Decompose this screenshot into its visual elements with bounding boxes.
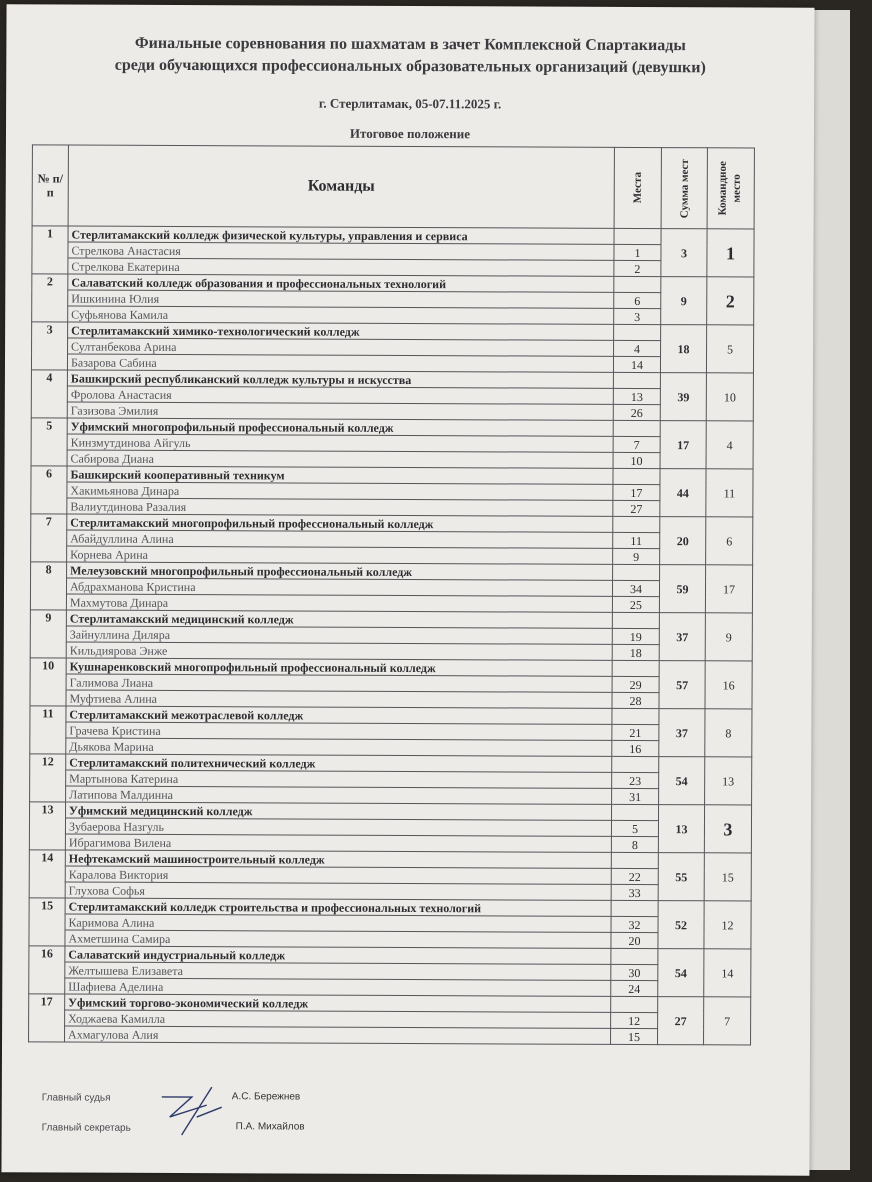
- team-place-empty: [613, 468, 660, 484]
- team-sum: 13: [658, 805, 704, 853]
- team-number: 8: [30, 562, 66, 610]
- team-rank: 5: [706, 325, 753, 373]
- team-place-empty: [614, 324, 661, 340]
- player-place: 31: [612, 788, 659, 804]
- player-place: 13: [613, 388, 660, 404]
- player-place: 12: [611, 1012, 658, 1028]
- team-sum: 3: [661, 229, 707, 277]
- player-place: 22: [611, 868, 658, 884]
- player-name: Махмутова Динара: [66, 594, 612, 612]
- secretary-label: Главный секретарь: [41, 1122, 131, 1134]
- player-place: 29: [612, 676, 659, 692]
- team-number: 15: [29, 898, 65, 946]
- player-name: Стрелкова Анастасия: [68, 242, 614, 260]
- team-rank: 6: [706, 517, 753, 565]
- player-place: 5: [611, 820, 658, 836]
- team-place-empty: [614, 228, 661, 244]
- player-name: Глухова Софья: [65, 882, 611, 900]
- team-sum: 54: [658, 949, 704, 997]
- team-name: Салаватский индустриальный колледж: [65, 946, 611, 964]
- document-page: [1, 4, 814, 1176]
- table-body: [29, 226, 755, 1045]
- team-place-empty: [614, 276, 661, 292]
- team-place-empty: [613, 516, 660, 532]
- player-place: 11: [613, 532, 660, 548]
- player-place: 15: [611, 1028, 658, 1044]
- player-name: Корнева Арина: [67, 546, 613, 564]
- player-name: Ахмагулова Алия: [65, 1026, 611, 1044]
- team-number: 2: [32, 274, 68, 322]
- team-name: Стерлитамакский колледж физической культуры, управления и сервиса: [68, 226, 614, 244]
- player-name: Сабирова Диана: [67, 450, 613, 468]
- team-number: 12: [30, 754, 66, 802]
- team-sum: 37: [659, 709, 705, 757]
- player-place: 8: [611, 836, 658, 852]
- team-number: 3: [31, 322, 67, 370]
- team-rank: 16: [705, 661, 752, 709]
- player-place: 1: [614, 244, 661, 260]
- team-rank: 14: [704, 949, 751, 997]
- table-subtitle: Итоговое положение: [349, 125, 471, 142]
- team-place-empty: [611, 804, 658, 820]
- team-sum: 52: [658, 901, 704, 949]
- player-name: Муфтиева Алина: [66, 690, 612, 708]
- team-rank: 7: [704, 997, 751, 1045]
- team-rank: 3: [704, 805, 751, 853]
- team-rank: 13: [705, 757, 752, 805]
- team-number: 6: [31, 466, 67, 514]
- player-name: Стрелкова Екатерина: [68, 258, 614, 276]
- player-place: 27: [613, 500, 660, 516]
- player-place: 30: [611, 964, 658, 980]
- player-place: 28: [612, 692, 659, 708]
- player-place: 7: [613, 436, 660, 452]
- team-sum: 20: [660, 517, 706, 565]
- player-name: Дьякова Марина: [66, 738, 612, 756]
- team-place-empty: [611, 900, 658, 916]
- player-place: 21: [612, 724, 659, 740]
- player-place: 3: [614, 308, 661, 324]
- team-name: Кушнаренковский многопрофильный профессиональный колледж: [66, 658, 612, 676]
- player-row: [29, 1026, 751, 1045]
- player-place: 25: [612, 596, 659, 612]
- player-place: 20: [611, 932, 658, 948]
- judge-name: А.С. Бережнев: [231, 1091, 301, 1103]
- team-sum: 44: [660, 469, 706, 517]
- player-name: Ибрагимова Вилена: [65, 834, 611, 852]
- team-rank: 2: [707, 277, 754, 325]
- team-number: 16: [29, 946, 65, 994]
- player-place: 2: [614, 260, 661, 276]
- results-table: [28, 144, 755, 1045]
- team-sum: 39: [660, 373, 706, 421]
- player-place: 18: [612, 644, 659, 660]
- team-place-empty: [612, 708, 659, 724]
- team-name: Стерлитамакский медицинский колледж: [66, 610, 612, 628]
- team-number: 11: [30, 706, 66, 754]
- player-name: Каралова Виктория: [65, 866, 611, 884]
- table-header-row: [32, 145, 754, 229]
- player-place: 19: [612, 628, 659, 644]
- player-name: Ишкинина Юлия: [68, 290, 614, 308]
- team-sum: 54: [659, 757, 705, 805]
- player-name: Латипова Малдинна: [66, 786, 612, 804]
- header-sum: Сумма мест: [661, 148, 707, 229]
- player-place: 33: [611, 884, 658, 900]
- player-name: Султанбекова Арина: [68, 338, 614, 356]
- header-num: № п/п: [32, 145, 68, 226]
- team-name: Стерлитамакский многопрофильный профессиональный колледж: [67, 514, 613, 532]
- team-place-empty: [613, 372, 660, 388]
- player-place: 26: [613, 404, 660, 420]
- player-name: Хакимьянова Динара: [67, 482, 613, 500]
- player-name: Суфьянова Камила: [68, 306, 614, 324]
- team-name: Стерлитамакский политехнический колледж: [66, 754, 612, 772]
- player-place: 32: [611, 916, 658, 932]
- header-team: Команды: [68, 145, 614, 228]
- team-place-empty: [611, 996, 658, 1012]
- header-place: Места: [614, 147, 661, 228]
- team-rank: 4: [706, 421, 753, 469]
- team-place-empty: [612, 756, 659, 772]
- player-place: 17: [613, 484, 660, 500]
- team-sum: 59: [659, 565, 705, 613]
- player-place: 16: [612, 740, 659, 756]
- player-name: Желтышева Елизавета: [65, 962, 611, 980]
- team-name: Башкирский кооперативный техникум: [67, 466, 613, 484]
- team-place-empty: [611, 852, 658, 868]
- team-sum: 27: [658, 997, 704, 1045]
- team-rank: 10: [706, 373, 753, 421]
- player-name: Фролова Анастасия: [67, 386, 613, 404]
- team-rank: 17: [705, 565, 752, 613]
- player-place: 10: [613, 452, 660, 468]
- player-place: 24: [611, 980, 658, 996]
- player-name: Мартынова Катерина: [66, 770, 612, 788]
- team-rank: 1: [707, 229, 754, 277]
- secretary-name: П.А. Михайлов: [235, 1121, 305, 1133]
- player-place: 23: [612, 772, 659, 788]
- signature-mark: [152, 1077, 232, 1137]
- team-place-empty: [612, 660, 659, 676]
- team-sum: 55: [658, 853, 704, 901]
- title-line-1: Финальные соревнования по шахматам в зачет Комплексной Спартакиады: [134, 34, 686, 55]
- team-place-empty: [613, 420, 660, 436]
- player-name: Кильдиярова Энже: [66, 642, 612, 660]
- player-name: Газизова Эмилия: [67, 402, 613, 420]
- team-rank: 12: [704, 901, 751, 949]
- team-sum: 9: [661, 277, 707, 325]
- team-name: Уфимский медицинский колледж: [66, 802, 612, 820]
- team-number: 17: [29, 994, 65, 1042]
- player-name: Ходжаева Камилла: [65, 1010, 611, 1028]
- team-place-empty: [613, 564, 660, 580]
- team-number: 9: [30, 610, 66, 658]
- player-name: Кинзмутдинова Айгуль: [67, 434, 613, 452]
- team-name: Уфимский торгово-экономический колледж: [65, 994, 611, 1012]
- team-sum: 17: [660, 421, 706, 469]
- judge-label: Главный судья: [41, 1092, 111, 1104]
- team-rank: 11: [706, 469, 753, 517]
- team-place-empty: [612, 612, 659, 628]
- team-sum: 18: [660, 325, 706, 373]
- team-name: Стерлитамакский колледж строительства и профессиональных технологий: [65, 898, 611, 916]
- player-name: Грачева Кристина: [66, 722, 612, 740]
- team-number: 1: [32, 226, 68, 274]
- team-number: 4: [31, 370, 67, 418]
- team-name: Стерлитамакский химико-технологический колледж: [68, 322, 614, 340]
- player-name: Шафиева Аделина: [65, 978, 611, 996]
- player-name: Зайнуллина Диляра: [66, 626, 612, 644]
- player-name: Галимова Лиана: [66, 674, 612, 692]
- team-sum: 57: [659, 661, 705, 709]
- player-place: 4: [614, 340, 661, 356]
- player-place: 6: [614, 292, 661, 308]
- team-number: 7: [31, 514, 67, 562]
- team-rank: 15: [704, 853, 751, 901]
- player-place: 34: [612, 580, 659, 596]
- team-number: 10: [30, 658, 66, 706]
- player-name: Абайдуллина Алина: [67, 530, 613, 548]
- team-rank: 9: [705, 613, 752, 661]
- player-name: Базарова Сабина: [67, 354, 613, 372]
- header-rank: Командное место: [707, 148, 754, 229]
- team-name: Башкирский республиканский колледж культуры и искусства: [67, 370, 613, 388]
- team-name: Нефтекамский машиностроительный колледж: [65, 850, 611, 868]
- team-place-empty: [611, 948, 658, 964]
- player-place: 14: [613, 356, 660, 372]
- team-sum: 37: [659, 613, 705, 661]
- location-date: г. Стерлитамак, 05-07.11.2025 г.: [318, 95, 502, 112]
- team-name: Салаватский колледж образования и профессиональных технологий: [68, 274, 614, 292]
- team-name: Уфимский многопрофильный профессиональный колледж: [67, 418, 613, 436]
- team-rank: 8: [705, 709, 752, 757]
- player-name: Каримова Алина: [65, 914, 611, 932]
- title-line-2: среди обучающихся профессиональных образовательных организаций (девушки): [114, 56, 706, 77]
- team-name: Стерлитамакский межотраслевой колледж: [66, 706, 612, 724]
- player-name: Ахметшина Самира: [65, 930, 611, 948]
- player-name: Валиутдинова Разалия: [67, 498, 613, 516]
- team-number: 13: [29, 802, 65, 850]
- player-name: Абдрахманова Кристина: [66, 578, 612, 596]
- player-name: Зубаерова Назгуль: [65, 818, 611, 836]
- team-number: 14: [29, 850, 65, 898]
- team-number: 5: [31, 418, 67, 466]
- team-name: Мелеузовский многопрофильный профессиональный колледж: [67, 562, 613, 580]
- player-place: 9: [613, 548, 660, 564]
